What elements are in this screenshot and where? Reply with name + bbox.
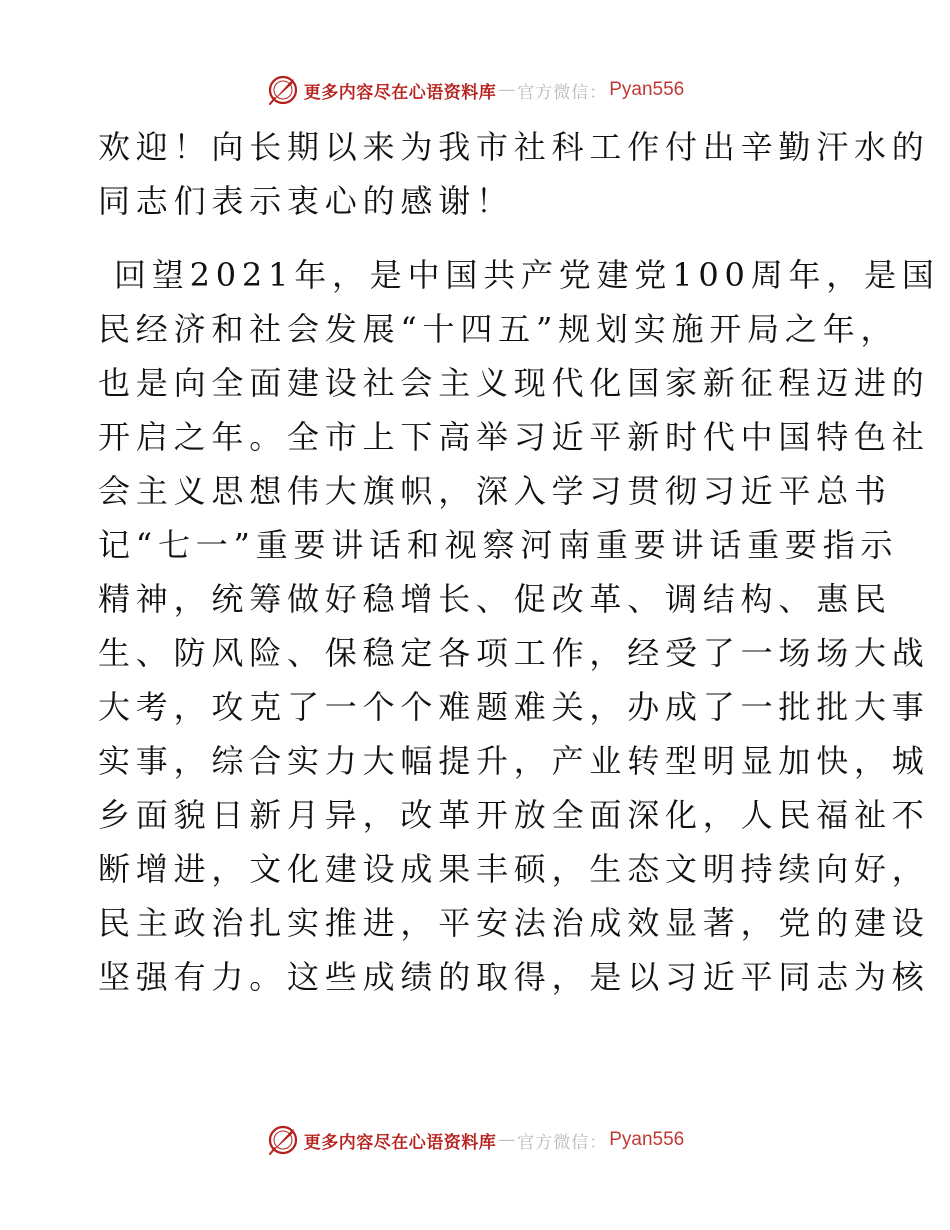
footer-banner	[0, 1120, 950, 1160]
footer-wechat-id: Pyan556	[609, 1129, 685, 1150]
text-line: 断增进，文化建设成果丰硕，生态文明持续向好，	[98, 850, 930, 888]
paragraph-1	[98, 120, 930, 228]
document-body	[98, 120, 940, 1004]
text-line: 开启之年。全市上下高举习近平新时代中国特色社	[98, 418, 930, 456]
text-line: 会主义思想伟大旗帜，深入学习贯彻习近平总书	[98, 472, 892, 510]
header-wechat-label: 官方微信：	[517, 82, 608, 103]
text-line: 同志们表示衷心的感谢！	[98, 182, 514, 220]
text-line: 乡面貌日新月异，改革开放全面深化，人民福祉不	[98, 796, 930, 834]
footer-wechat-label: 官方微信：	[517, 1132, 608, 1153]
footer-dash: —	[498, 1130, 516, 1150]
header-dash: —	[498, 80, 516, 100]
footer-brand-text: 更多内容尽在心语资料库	[303, 1132, 497, 1153]
quill-logo-icon	[266, 73, 300, 107]
header-banner	[0, 70, 950, 110]
text-line: 民主政治扎实推进，平安法治成效显著，党的建设	[98, 904, 930, 942]
text-line: 回望2021年，是中国共产党建党100周年，是国	[98, 256, 940, 294]
text-line: 欢迎！向长期以来为我市社科工作付出辛勤汗水的	[98, 128, 930, 166]
text-line: 记“七一”重要讲话和视察河南重要讲话重要指示	[98, 526, 899, 564]
text-line: 生、防风险、保稳定各项工作，经受了一场场大战	[98, 634, 930, 672]
text-line: 精神，统筹做好稳增长、促改革、调结构、惠民	[98, 580, 892, 618]
paragraph-2	[98, 248, 940, 1004]
header-brand-text: 更多内容尽在心语资料库	[303, 82, 497, 103]
text-line: 坚强有力。这些成绩的取得，是以习近平同志为核	[98, 958, 930, 996]
text-line: 大考，攻克了一个个难题难关，办成了一批批大事	[98, 688, 930, 726]
text-line: 也是向全面建设社会主义现代化国家新征程迈进的	[98, 364, 930, 402]
header-wechat-id: Pyan556	[609, 79, 685, 100]
text-line: 实事，综合实力大幅提升，产业转型明显加快，城	[98, 742, 930, 780]
text-line: 民经济和社会发展“十四五”规划实施开局之年，	[98, 310, 899, 348]
quill-logo-icon	[266, 1123, 300, 1157]
